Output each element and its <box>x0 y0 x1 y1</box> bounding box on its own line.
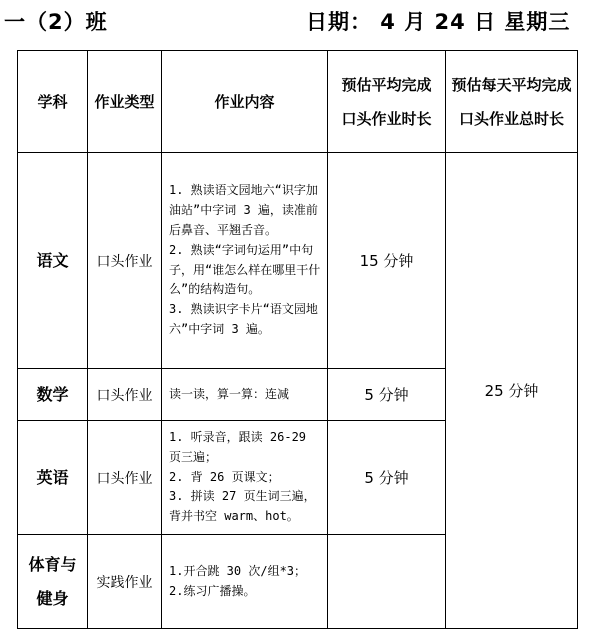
content-line: 2.练习广播操。 <box>169 583 256 598</box>
class-title: 一（2）班 <box>4 10 108 34</box>
content-cell <box>162 535 328 629</box>
subject-cell <box>18 535 88 629</box>
content-line: 1. 听录音，跟读 26-29 页三遍； <box>169 430 307 464</box>
content-line: 3. 拼读 27 页生词三遍，背并书空 warm、hot。 <box>169 489 316 524</box>
subject-cell: 语文 <box>18 153 88 369</box>
column-header-subject: 学科 <box>18 51 88 153</box>
content-line: 3. 熟读识字卡片“语文园地六”中字词 3 遍。 <box>169 302 318 336</box>
total-duration-cell: 25 分钟 <box>446 153 578 629</box>
content-line: 1.开合跳 30 次/组*3； <box>169 563 307 578</box>
type-cell: 口头作业 <box>88 421 162 535</box>
content-line: 1. 熟读语文园地六“识字加油站”中字词 3 遍，读准前后鼻音、平翘舌音。 <box>169 183 318 237</box>
duration-cell: 15 分钟 <box>328 153 446 369</box>
content-cell <box>162 153 328 369</box>
subject-cell: 英语 <box>18 421 88 535</box>
subject-cell: 数学 <box>18 369 88 421</box>
column-header-type: 作业类型 <box>88 51 162 153</box>
content-cell <box>162 421 328 535</box>
column-header-daily-total <box>446 51 578 153</box>
type-cell: 口头作业 <box>88 369 162 421</box>
type-cell: 口头作业 <box>88 153 162 369</box>
column-header-daily-line2: 口头作业总时长 <box>458 109 564 128</box>
column-header-content: 作业内容 <box>162 51 328 153</box>
duration-cell: 5 分钟 <box>328 369 446 421</box>
duration-cell <box>328 535 446 629</box>
subject-line2: 健身 <box>36 588 69 608</box>
content-line: 2. 熟读“字词句运用”中句子，用“谁怎么样在哪里干什么”的结构造句。 <box>169 242 321 297</box>
column-header-avg-line1: 预估平均完成 <box>341 75 432 94</box>
page-header <box>0 0 592 40</box>
column-header-avg-duration <box>328 51 446 153</box>
column-header-avg-line2: 口头作业时长 <box>341 109 432 128</box>
duration-cell: 5 分钟 <box>328 421 446 535</box>
date-line: 日期： 4 月 24 日 星期三 <box>306 10 571 34</box>
homework-table <box>17 50 578 629</box>
column-header-daily-line1: 预估每天平均完成 <box>451 75 572 94</box>
table-header-row <box>18 51 578 153</box>
content-line: 2. 背 26 页课文； <box>169 469 280 484</box>
table-row-chinese <box>18 153 578 369</box>
content-line: 读一读，算一算：连减 <box>169 386 290 401</box>
type-cell: 实践作业 <box>88 535 162 629</box>
subject-line1: 体育与 <box>28 554 77 574</box>
content-cell <box>162 369 328 421</box>
